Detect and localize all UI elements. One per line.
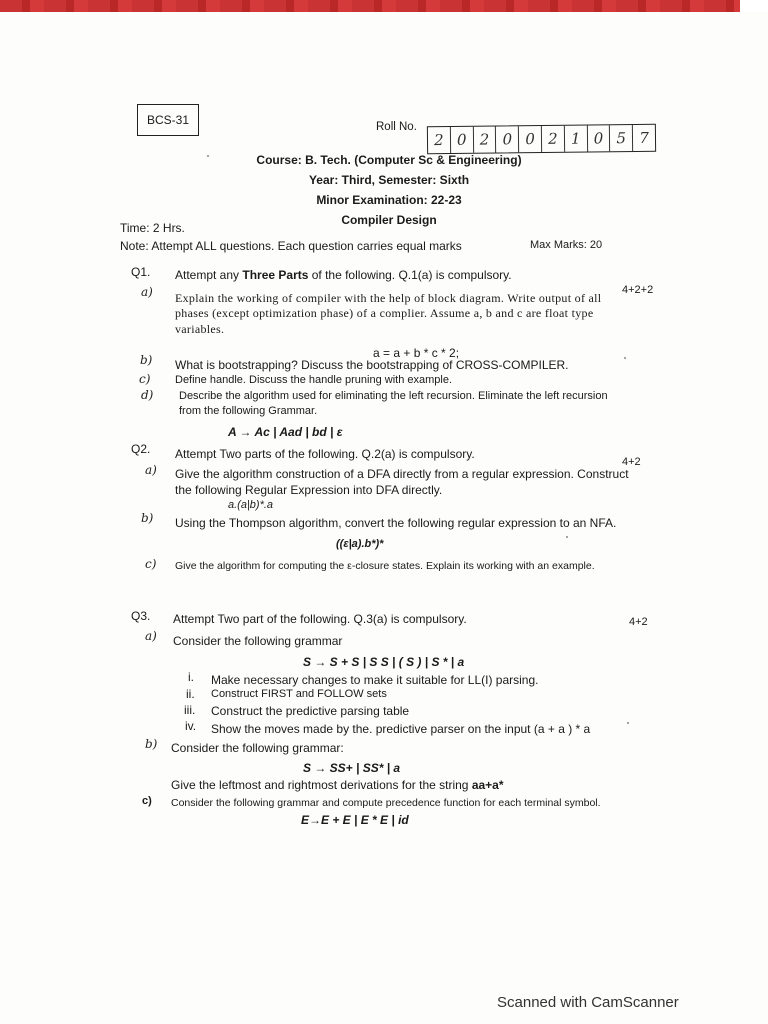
q2-number: Q2. (131, 442, 151, 456)
time-allowed: Time: 2 Hrs. (120, 221, 185, 235)
max-marks: Max Marks: 20 (530, 239, 603, 251)
q2a-text-line1: Give the algorithm construction of a DFA directly from a regular expression. Construct (175, 467, 629, 481)
q1b-text: What is bootstrapping? Discuss the bootstrapping of CROSS-COMPILER. (175, 358, 569, 372)
q2-instruction: Attempt Two parts of the following. Q.2(a) is compulsory. (175, 447, 475, 461)
q3a-text: Consider the following grammar (173, 634, 343, 648)
q1a-text-line2: phases (except optimization phase) of a complier. Assume a, b and c are float type (175, 306, 594, 320)
q2c-text: Give the algorithm for computing the ε-closure states. Explain its working with an example. (175, 560, 595, 572)
q3a-sub-text: Show the moves made by the. predictive parser on the input (a + a ) * a (211, 722, 591, 736)
q3a-sub-text: Make necessary changes to make it suitable for LL(I) parsing. (211, 673, 539, 687)
q3-instruction: Attempt Two part of the following. Q.3(a) is compulsory. (173, 612, 467, 626)
q1d-text-line1: Describe the algorithm used for eliminating the left recursion. Eliminate the left recursion (179, 390, 608, 402)
handwritten-c-mark: c) (145, 557, 157, 571)
roll-digit: 2 (428, 127, 451, 153)
handwritten-a-mark: a) (145, 629, 157, 643)
roll-number-boxes (427, 124, 656, 154)
scan-speck (566, 536, 568, 538)
q3-marks: 4+2 (629, 616, 648, 628)
q2b-regex: ((ε|a).b*)* (336, 538, 384, 550)
q3a-sub-number: iv. (185, 719, 197, 733)
handwritten-c-mark: c) (139, 372, 151, 386)
handwritten-a-mark: a) (145, 463, 157, 477)
q3a-grammar: S → S + S | S S | ( S ) | S * | a (303, 655, 465, 669)
roll-digit: 5 (610, 125, 633, 151)
q3a-sub-text: Construct the predictive parsing table (211, 704, 410, 718)
q1-marks: 4+2+2 (622, 284, 654, 296)
handwritten-b-mark: b) (140, 353, 153, 367)
scan-edge-strip (0, 0, 740, 12)
q1a-formula: a = a + b * c * 2; (373, 346, 460, 360)
scan-speck (624, 357, 626, 359)
exam-line: Minor Examination: 22-23 (316, 193, 462, 207)
roll-digit: 2 (542, 126, 565, 152)
paper-code: BCS-31 (137, 104, 199, 136)
handwritten-b-mark: b) (141, 511, 154, 525)
subject-title: Compiler Design (341, 213, 437, 227)
q1-instruction: Attempt any Three Parts of the following. Q.1(a) is compulsory. (175, 268, 512, 282)
q3a-sub-number: i. (188, 670, 194, 684)
q1-number: Q1. (131, 265, 151, 279)
scanner-watermark: Scanned with CamScanner (497, 994, 679, 1011)
q3b-text: Consider the following grammar: (171, 741, 344, 755)
q2a-regex: a.(a|b)*.a (228, 499, 274, 511)
roll-digit: 0 (587, 125, 610, 151)
handwritten-d-mark: d) (141, 388, 154, 402)
year-semester-line: Year: Third, Semester: Sixth (308, 173, 470, 187)
q1d-text-line2: from the following Grammar. (179, 405, 318, 417)
q2-marks: 4+2 (622, 456, 641, 468)
instructions-note: Note: Attempt ALL questions. Each question carries equal marks (120, 239, 462, 253)
roll-digit: 0 (496, 126, 519, 152)
roll-digit: 1 (565, 126, 588, 152)
q2a-text-line2: the following Regular Expression into DFA directly. (175, 483, 443, 497)
q1a-text-line1: Explain the working of compiler with the help of block diagram. Write output of all (175, 291, 602, 305)
q3b-task: Give the leftmost and rightmost derivations for the string aa+a* (171, 778, 504, 792)
q3a-sub-number: iii. (184, 703, 196, 717)
q3c-grammar: E→E + E | E * E | id (301, 813, 409, 827)
roll-number-label: Roll No. (376, 121, 417, 133)
q3b-grammar: S → SS+ | SS* | a (303, 761, 401, 775)
q2b-text: Using the Thompson algorithm, convert the following regular expression to an NFA. (175, 516, 617, 530)
q3c-label: c) (142, 795, 152, 807)
q3-number: Q3. (131, 609, 151, 623)
scan-speck (207, 155, 209, 157)
q1c-text: Define handle. Discuss the handle pruning with example. (175, 374, 452, 386)
roll-digit: 0 (519, 126, 542, 152)
handwritten-a-mark: a) (141, 285, 153, 299)
q3a-sub-number: ii. (186, 687, 195, 701)
q3c-text: Consider the following grammar and compute precedence function for each terminal symbol. (171, 797, 601, 809)
handwritten-b-mark: b) (145, 737, 158, 751)
course-line: Course: B. Tech. (Computer Sc & Engineering) (256, 153, 522, 167)
q1d-grammar: A → Ac | Aad | bd | ε (228, 425, 343, 439)
roll-digit: 2 (473, 126, 496, 152)
q3a-sub-text: Construct FIRST and FOLLOW sets (211, 688, 387, 700)
q1a-text-line3: variables. (175, 322, 225, 336)
roll-digit: 0 (451, 127, 474, 153)
scan-speck (627, 722, 629, 724)
roll-digit: 7 (639, 128, 649, 147)
